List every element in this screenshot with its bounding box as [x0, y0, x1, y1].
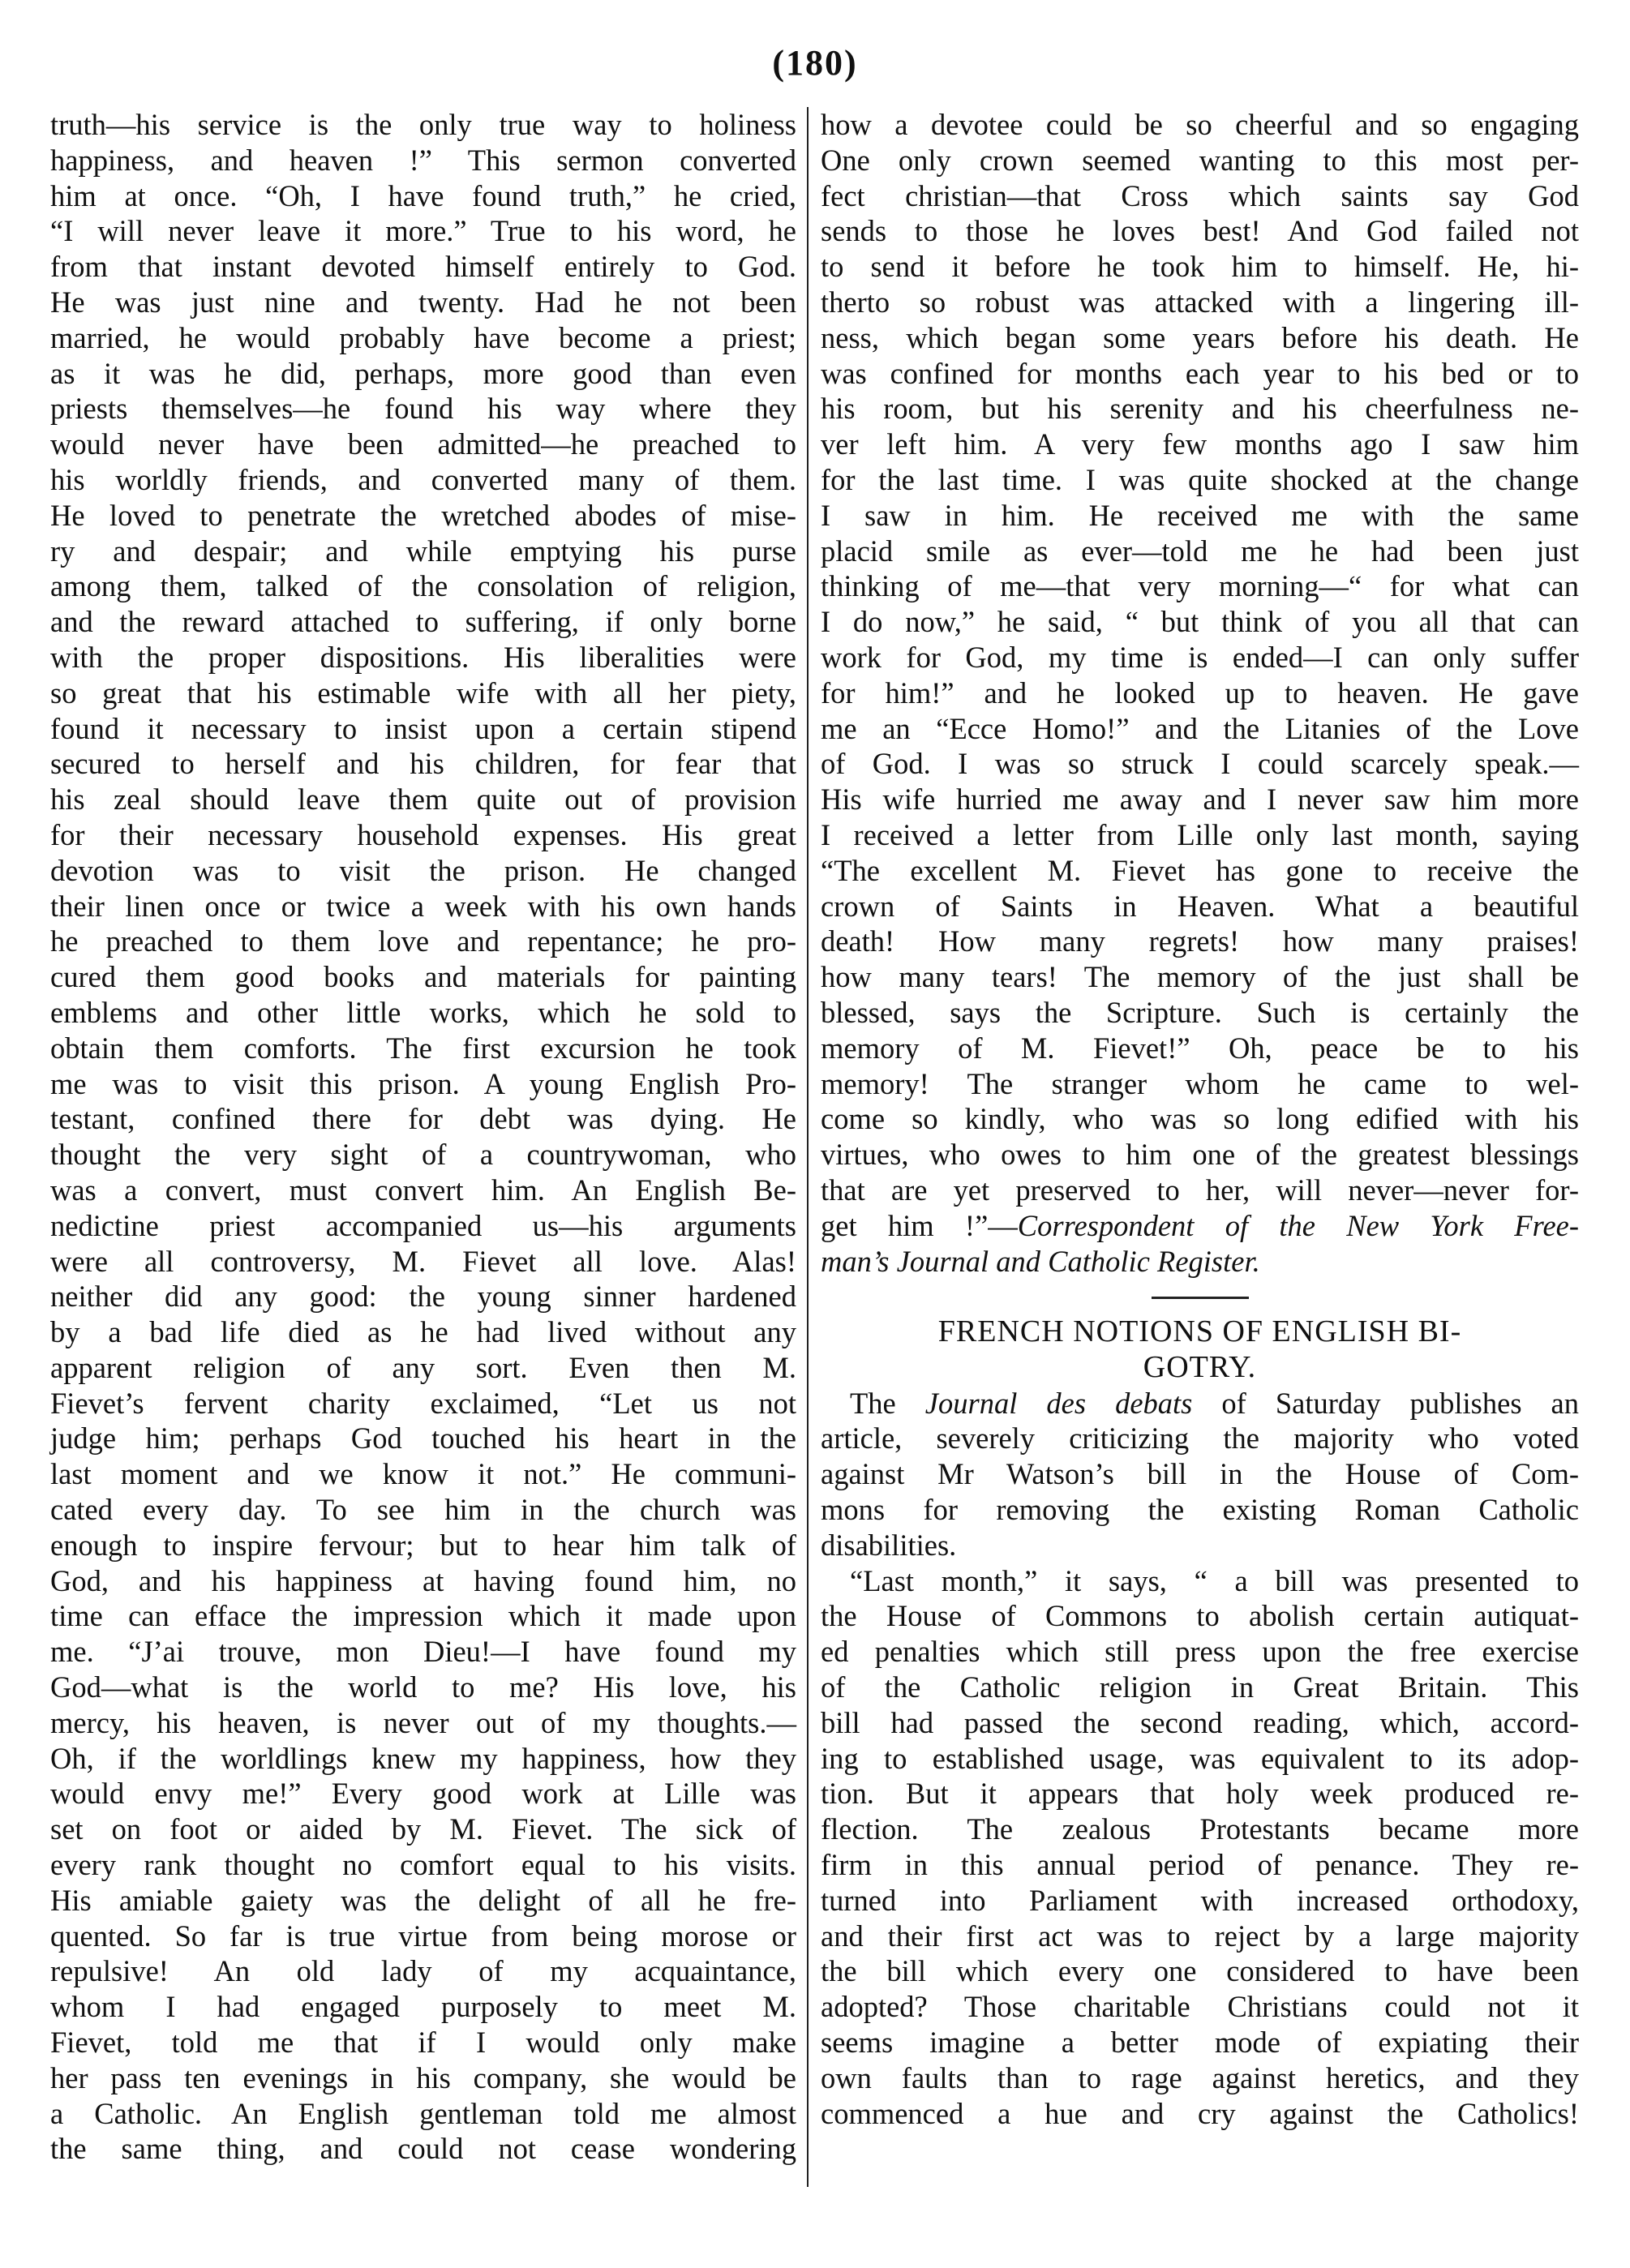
- text-line: quented. So far is true virtue from being morose or: [50, 1919, 796, 1953]
- text-line: apparent religion of any sort. Even then M.: [50, 1350, 796, 1384]
- text-line: cured them good books and materials for painting: [50, 960, 796, 994]
- text-line: his room, but his serenity and his cheerfulness ne-: [821, 392, 1579, 426]
- text-line: firm in this annual period of penance. They re-: [821, 1848, 1579, 1882]
- text-line: seems imagine a better mode of expiating their: [821, 2026, 1579, 2060]
- text-line: “The excellent M. Fievet has gone to receive the: [821, 853, 1579, 887]
- text-line: would envy me!” Every good work at Lille was: [50, 1777, 796, 1811]
- text-line: ry and despair; and while emptying his purse: [50, 534, 796, 568]
- text-line: for him!” and he looked up to heaven. He gave: [821, 675, 1579, 710]
- text-line: emblems and other little works, which he sold to: [50, 995, 796, 1029]
- text-line: His amiable gaiety was the delight of all he fre-: [50, 1883, 796, 1917]
- text-line: was confined for months each year to his bed or to: [821, 356, 1579, 390]
- text-line: time can efface the impression which it made upon: [50, 1599, 796, 1633]
- text-line: the same thing, and could not cease wondering: [50, 2132, 796, 2166]
- text-line: was a convert, must convert him. An English Be-: [50, 1173, 796, 1207]
- text-line: secured to herself and his children, for fear that: [50, 747, 796, 781]
- text-line: so great that his estimable wife with all her piety,: [50, 675, 796, 710]
- left-column: [50, 107, 796, 2167]
- article-separator-rule: [821, 1279, 1579, 1314]
- text-line: flection. The zealous Protestants became more: [821, 1812, 1579, 1846]
- text-line: virtues, who owes to him one of the greatest blessings: [821, 1138, 1579, 1172]
- text-line: I saw in him. He received me with the same: [821, 498, 1579, 532]
- text-line: me. “J’ai trouve, mon Dieu!—I have found my: [50, 1635, 796, 1669]
- right-column: [821, 107, 1579, 2131]
- text-line: He loved to penetrate the wretched abodes of mise-: [50, 498, 796, 532]
- text-line: God, and his happiness at having found him, no: [50, 1563, 796, 1597]
- text-line: among them, talked of the consolation of religion,: [50, 569, 796, 603]
- text-line: and the reward attached to suffering, if only borne: [50, 605, 796, 639]
- text-line: turned into Parliament with increased orthodoxy,: [821, 1883, 1579, 1917]
- text-line: whom I had engaged purposely to meet M.: [50, 1990, 796, 2024]
- credit-source-cont: man’s Journal and Catholic Register.: [821, 1244, 1260, 1278]
- text-line: by a bad life died as he had lived without any: [50, 1315, 796, 1349]
- text-line: of God. I was so struck I could scarcely speak.—: [821, 747, 1579, 781]
- text-line: from that instant devoted himself entirely to God.: [50, 250, 796, 284]
- text-line: crown of Saints in Heaven. What a beautiful: [821, 889, 1579, 923]
- credit-source: Correspondent of the New York Free-: [1017, 1208, 1580, 1242]
- text-line: I do now,” he said, “ but think of you all that can: [821, 605, 1579, 639]
- text-line: bill had passed the second reading, which, accord-: [821, 1705, 1579, 1739]
- text-line: Fievet’s fervent charity exclaimed, “Let us not: [50, 1386, 796, 1420]
- text-line: his worldly friends, and converted many of them.: [50, 462, 796, 496]
- text-line: thought the very sight of a countrywoman, who: [50, 1138, 796, 1172]
- text-line: disabilities.: [821, 1528, 957, 1562]
- text-line: death! How many regrets! how many praises!: [821, 924, 1579, 958]
- text-line: own faults than to rage against heretics, and they: [821, 2060, 1579, 2094]
- article-heading-line-1: FRENCH NOTIONS OF ENGLISH BI-: [937, 1314, 1462, 1349]
- text-line: set on foot or aided by M. Fievet. The sick of: [50, 1812, 796, 1846]
- text-line: married, he would probably have become a priest;: [50, 320, 796, 354]
- text-line: the bill which every one considered to have been: [821, 1954, 1579, 1988]
- continued-article-text: [821, 107, 1579, 1208]
- text-line: memory! The stranger whom he came to wel-: [821, 1066, 1579, 1100]
- text-line: cated every day. To see him in the church was: [50, 1493, 796, 1527]
- text-line: come so kindly, who was so long edified with his: [821, 1102, 1579, 1136]
- text-line: fect christian—that Cross which saints say God: [821, 178, 1579, 212]
- text-line: I received a letter from Lille only last month, saying: [821, 817, 1579, 851]
- text-line: commenced a hue and cry against the Catholics!: [821, 2096, 1579, 2130]
- text-line: neither did any good: the young sinner hardened: [50, 1280, 796, 1314]
- text-line: judge him; perhaps God touched his heart in the: [50, 1421, 796, 1456]
- text-line: her pass ten evenings in his company, she would be: [50, 2060, 796, 2094]
- text-line: adopted? Those charitable Christians could not it: [821, 1990, 1579, 2024]
- intro-text-b: of Saturday publishes an: [1192, 1386, 1580, 1420]
- text-line: ed penalties which still press upon the free exercise: [821, 1635, 1579, 1669]
- text-line: ness, which began some years before his death. He: [821, 320, 1579, 354]
- text-line: truth—his service is the only true way to holiness: [50, 108, 796, 141]
- article-heading-line-2: GOTRY.: [1143, 1349, 1257, 1384]
- text-line: the House of Commons to abolish certain autiquat-: [821, 1599, 1579, 1633]
- text-line: His wife hurried me away and I never saw him more: [821, 782, 1579, 817]
- text-line: me an “Ecce Homo!” and the Litanies of the Love: [821, 711, 1579, 745]
- text-line: me was to visit this prison. A young English Pro-: [50, 1066, 796, 1100]
- text-line: enough to inspire fervour; but to hear him talk of: [50, 1528, 796, 1562]
- text-line: tion. But it appears that holy week produced re-: [821, 1777, 1579, 1811]
- text-line: devotion was to visit the prison. He changed: [50, 853, 796, 887]
- text-line: to send it before he took him to himself. He, hi-: [821, 250, 1579, 284]
- column-divider: [807, 107, 809, 2187]
- text-line: testant, confined there for debt was dying. He: [50, 1102, 796, 1136]
- text-line: a Catholic. An English gentleman told me almost: [50, 2096, 796, 2130]
- text-line: every rank thought no comfort equal to his visits.: [50, 1848, 796, 1882]
- article-body: [821, 1421, 1579, 2131]
- text-line: were all controversy, M. Fievet all love. Alas!: [50, 1244, 796, 1278]
- text-line: with the proper dispositions. His liberalities were: [50, 640, 796, 674]
- text-line: happiness, and heaven !” This sermon converted: [50, 143, 796, 177]
- credit-closing-quote: get him !”—: [821, 1208, 1018, 1242]
- text-line: his zeal should leave them quite out of provision: [50, 782, 796, 817]
- text-line: would never have been admitted—he preached to: [50, 427, 796, 461]
- text-line: One only crown seemed wanting to this most per-: [821, 143, 1579, 177]
- text-line: blessed, says the Scripture. Such is certainly the: [821, 995, 1579, 1029]
- text-line: placid smile as ever—told me he had been just: [821, 534, 1579, 568]
- text-line: of the Catholic religion in Great Britain. This: [821, 1670, 1579, 1704]
- text-line: found it necessary to insist upon a certain stipend: [50, 711, 796, 745]
- text-line: mons for removing the existing Roman Catholic: [821, 1493, 1579, 1527]
- page-number: (180): [772, 43, 858, 83]
- text-line: that are yet preserved to her, will never—never for-: [821, 1173, 1579, 1207]
- text-line: he preached to them love and repentance; he pro-: [50, 924, 796, 958]
- text-line: work for God, my time is ended—I can only suffer: [821, 640, 1579, 674]
- text-line: Fievet, told me that if I would only make: [50, 2026, 796, 2060]
- text-line: how a devotee could be so cheerful and so engaging: [821, 108, 1579, 141]
- text-line: obtain them comforts. The first excursion he took: [50, 1031, 796, 1065]
- text-line: as it was he did, perhaps, more good than even: [50, 356, 796, 390]
- text-line: him at once. “Oh, I have found truth,” he cried,: [50, 178, 796, 212]
- text-line: memory of M. Fievet!” Oh, peace be to his: [821, 1031, 1579, 1065]
- journal-name: Journal des debats: [924, 1386, 1193, 1420]
- text-line: thinking of me—that very morning—“ for what can: [821, 569, 1579, 603]
- credit-line-2: [821, 1244, 1579, 1280]
- intro-text-a: The: [850, 1386, 925, 1420]
- text-line: article, severely criticizing the majority who voted: [821, 1421, 1579, 1456]
- text-line: nedictine priest accompanied us—his arguments: [50, 1208, 796, 1242]
- text-line: sends to those he loves best! And God failed not: [821, 214, 1579, 248]
- text-line: priests themselves—he found his way where they: [50, 392, 796, 426]
- text-line: He was just nine and twenty. Had he not been: [50, 285, 796, 319]
- text-line: how many tears! The memory of the just shall be: [821, 960, 1579, 994]
- text-line: ver left him. A very few months ago I saw him: [821, 427, 1579, 461]
- text-line: last moment and we know it not.” He communi-: [50, 1457, 796, 1491]
- text-line: therto so robust was attacked with a lingering ill-: [821, 285, 1579, 319]
- text-line: ing to established usage, was equivalent to its adop-: [821, 1741, 1579, 1775]
- text-line: for their necessary household expenses. His great: [50, 817, 796, 851]
- text-line: against Mr Watson’s bill in the House of Com-: [821, 1457, 1579, 1491]
- credit-line-1: [821, 1208, 1579, 1244]
- text-line: their linen once or twice a week with his own hands: [50, 889, 796, 923]
- text-line: for the last time. I was quite shocked at the change: [821, 462, 1579, 496]
- article-intro-line: [821, 1386, 1579, 1421]
- text-line: mercy, his heaven, is never out of my thoughts.—: [50, 1705, 796, 1739]
- text-line: repulsive! An old lady of my acquaintance,: [50, 1954, 796, 1988]
- text-line: “I will never leave it more.” True to his word, he: [50, 214, 796, 248]
- text-line: and their first act was to reject by a large majority: [821, 1919, 1579, 1953]
- text-line: God—what is the world to me? His love, his: [50, 1670, 796, 1704]
- text-line: “Last month,” it says, “ a bill was presented to: [850, 1563, 1579, 1597]
- text-line: Oh, if the worldlings knew my happiness, how they: [50, 1741, 796, 1775]
